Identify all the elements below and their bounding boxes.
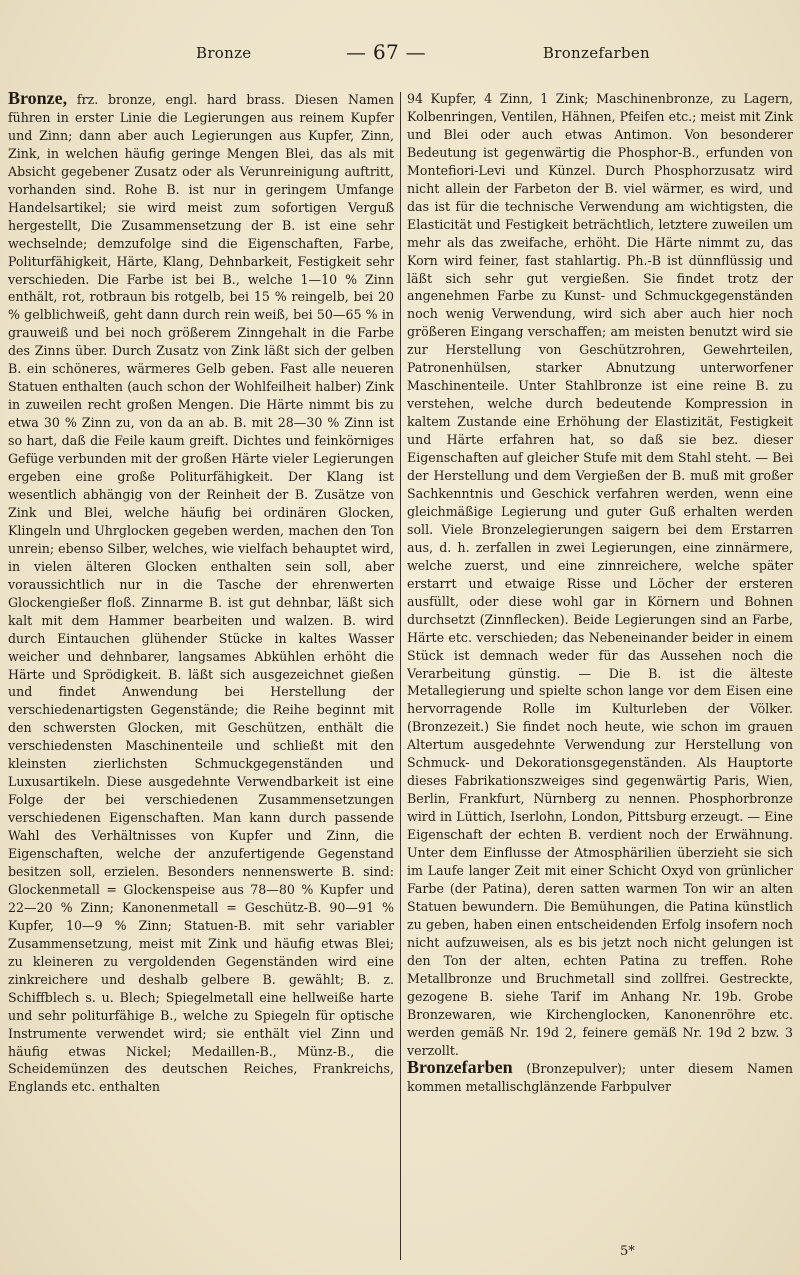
entry-bronze-continued: 94 Kupfer, 4 Zinn, 1 Zink; Maschinenbronze, zu Lagern, Kolbenringen, Ventilen, Hähnen, Pfeifen etc.; meist mit Zink und Blei oder auch etwas Antimon. Von besonderer Bedeutung ist gegenwärtig die Phosphor-B., erfunden von Montefiori-Levi und Künzel. Durch Phosphorzusatz wird nicht allein der Farbeton der B. viel wärmer, es wird, und das ist für die technische Verwendung am wichtigsten, die Elasticität und Festigkeit beträchtlich, letztere zuweilen um mehr als das zweifache, erhöht. Die Härte nimmt zu, das Korn wird feiner, fast stahlartig. Ph.-B ist dünnflüssig und läßt sich sehr gut vergießen. Sie findet trotz der angenehmen Farbe zu Kunst- und Schmuckgegenständen noch wenig Verwendung, wird sich aber auch hier noch größeren Eingang verschaffen; am meisten benutzt wird sie zur Herstellung von Geschützrohren, Gewehrteilen, Patronenhülsen, starker Abnutzung unterworfener Maschinenteile. Unter Stahlbronze ist eine reine B. zu verstehen, welche durch bedeutende Kompression in kaltem Zustande eine Erhöhung der Elastizität, Festigkeit und Härte erfahren hat, so daß sie bez. dieser Eigenschaften auf gleicher Stufe mit dem Stahl steht. — Bei der Herstellung und dem Vergießen der B. muß mit großer Sachkenntnis und Geschick verfahren werden, wenn eine gleichmäßige Legierung und guter Guß erhalten werden soll. Viele Bronzelegierungen saigern bei dem Erstarren aus, d. h. zerfallen in zwei Legierungen, eine zinnärmere, welche zuerst, und eine zinnreichere, welche später erstarrt und etwaige Risse und Löcher der ersteren ausfüllt, oder diese wohl gar in Körnern und Bohnen durchsetzt (Zinnflecken). Beide Legierungen sind an Farbe, Härte etc. verschieden; das Nebeneinander beider in einem Stück ist demnach weder für das Aussehen noch die Verarbeitung günstig. — Die B. ist die älteste Metallegierung und spielte schon lange vor dem Eisen eine hervorragende Rolle im Kulturleben der Völker. (Bronzezeit.) Sie findet noch heute, wie schon im grauen Altertum ausgedehnte Verwendung zur Herstellung von Schmuck- und Dekorationsgegenständen. Als Hauptorte dieses Fabrikationszweiges sind gegenwärtig Paris, Wien, Berlin, Frankfurt, Nürnberg zu nennen. Phosphorbronze wird in Lüttich, Iserlohn, London, Pittsburg erzeugt. — Eine Eigenschaft der echten B. verdient noch der Erwähnung. Unter dem Einflusse der Atmosphärilien überzieht sie sich im Laufe langer Zeit mit einer Schicht Oxyd von grünlicher Farbe (der Patina), deren satten warmen Ton wir an alten Statuen bewundern. Die Bemühungen, die Patina künstlich zu geben, haben einen entscheidenden Erfolg insofern noch nicht aufzuweisen, als es bis jetzt noch nicht gelungen ist den Ton der alten, echten Patina zu treffen. Rohe Metallbronze und Bruchmetall sind zollfrei. Gestreckte, gezogene B. siehe Tarif im Anhang Nr. 19b. Grobe Bronzewaren, wie Kirchenglocken, Kanonenröhre etc. werden gemäß Nr. 19d 2, feinere gemäß Nr. 19d 2 bzw. 3 verzollt. bbox=[407, 91, 793, 1058]
running-header bbox=[180, 40, 650, 70]
headword-bronze: Bronze, bbox=[8, 88, 68, 108]
signature-mark: 5* bbox=[620, 1244, 635, 1259]
header-left-keyword: Bronze bbox=[196, 44, 252, 62]
entry-bronze bbox=[8, 90, 394, 1096]
header-right-keyword: Bronzefarben bbox=[542, 44, 650, 62]
left-column bbox=[8, 90, 394, 1096]
column-divider bbox=[400, 92, 401, 1260]
entry-bronzefarben-text: (Bronzepulver); unter diesem Namen kommen metallischglänzende Farbpulver bbox=[407, 1061, 793, 1095]
right-column bbox=[407, 90, 793, 1096]
headword-bronzefarben: Bronzefarben bbox=[407, 1057, 513, 1078]
entry-bronze-text: frz. bronze, engl. hard brass. Diesen Namen führen in erster Linie die Legierungen aus reinem Kupfer und Zinn; dann aber auch Legierungen aus Kupfer, Zinn, Zink, in welchen häufig geringe Mengen Blei, das als mit Absicht gegebener Zusatz oder als Verunreinigung auftritt, vorhanden sind. Rohe B. ist nur in geringem Umfange Handelsartikel; sie wird meist zum sofortigen Verguß hergestellt, Die Zusammensetzung der B. ist eine sehr wechselnde; demzufolge sind die Eigenschaften, Farbe, Politurfähigkeit, Härte, Klang, Dehnbarkeit, Festigkeit sehr verschieden. Die Farbe ist bei B., welche 1—10 % Zinn enthält, rot, rotbraun bis rotgelb, bei 15 % reingelb, bei 20 % gelblichweiß, geht dann durch rein weiß, bei 50—65 % in grauweiß und bei noch größerem Zinngehalt in die Farbe des Zinns über. Durch Zusatz von Zink läßt sich der gelben B. ein schöneres, wärmeres Gelb geben. Fast alle neueren Statuen enthalten (auch schon der Wohlfeilheit halber) Zink in zuweilen recht großen Mengen. Die Härte nimmt bis zu etwa 30 % Zinn zu, von da an ab. B. mit 28—30 % Zinn ist so hart, daß die Feile kaum greift. Dichtes und feinkörniges Gefüge verbunden mit der großen Härte vieler Legierungen ergeben eine große Politurfähigkeit. Der Klang ist wesentlich abhängig von der Reinheit der B. Zusätze von Zink und Blei, welche häufig bei ordinären Glocken, Klingeln und Uhrglocken gegeben werden, machen den Ton unrein; ebenso Silber, welches, wie vielfach behauptet wird, in vielen älteren Glocken enthalten sein soll, aber voraussichtlich nur in die Tasche der ehrenwerten Glockengießer floß. Zinnarme B. ist gut dehnbar, läßt sich kalt mit dem Hammer bearbeiten und walzen. B. wird durch Eintauchen glühender Stücke in kaltes Wasser weicher und dehnbarer, langsames Abkühlen erhöht die Härte und Sprödigkeit. B. läßt sich ausgezeichnet gießen und findet Anwendung bei Herstellung der verschiedenartigsten Gegenstände; die Reihe beginnt mit den schwersten Glocken, mit Geschützen, enthält die verschiedensten Maschinenteile und schließt mit den kleinsten zierlichsten Schmuckgegenständen und Luxusartikeln. Diese ausgedehnte Verwendbarkeit ist eine Folge der bei verschiedenen Zusammensetzungen verschiedenen Eigenschaften. Man kann durch passende Wahl des Verhältnisses von Kupfer und Zinn, die Eigenschaften, welche der anzufertigende Gegenstand besitzen soll, erzielen. Besonders nennenswerte B. sind: Glockenmetall = Glockenspeise aus 78—80 % Kupfer und 22—20 % Zinn; Kanonenmetall = Geschütz-B. 90—91 % Kupfer, 10—9 % Zinn; Statuen-B. mit sehr variabler Zusammensetzung, meist mit Zink und häufig etwas Blei; zu kleineren zu vergoldenden Gegenständen wird eine zinkreichere und deshalb gelbere B. gewählt; B. z. Schiffblech s. u. Blech; Spiegelmetall eine hellweiße harte und sehr politurfähige B., welche zu Spiegeln für optische Instrumente verwendet wird; sie enthält viel Zinn und häufig etwas Nickel; Medaillen-B., Münz-B., die Scheidemünzen des deutschen Reiches, Frankreichs, Englands etc. enthalten bbox=[8, 92, 394, 1095]
page-number: — 67 — bbox=[346, 40, 426, 64]
entry-bronzefarben bbox=[407, 1059, 793, 1096]
